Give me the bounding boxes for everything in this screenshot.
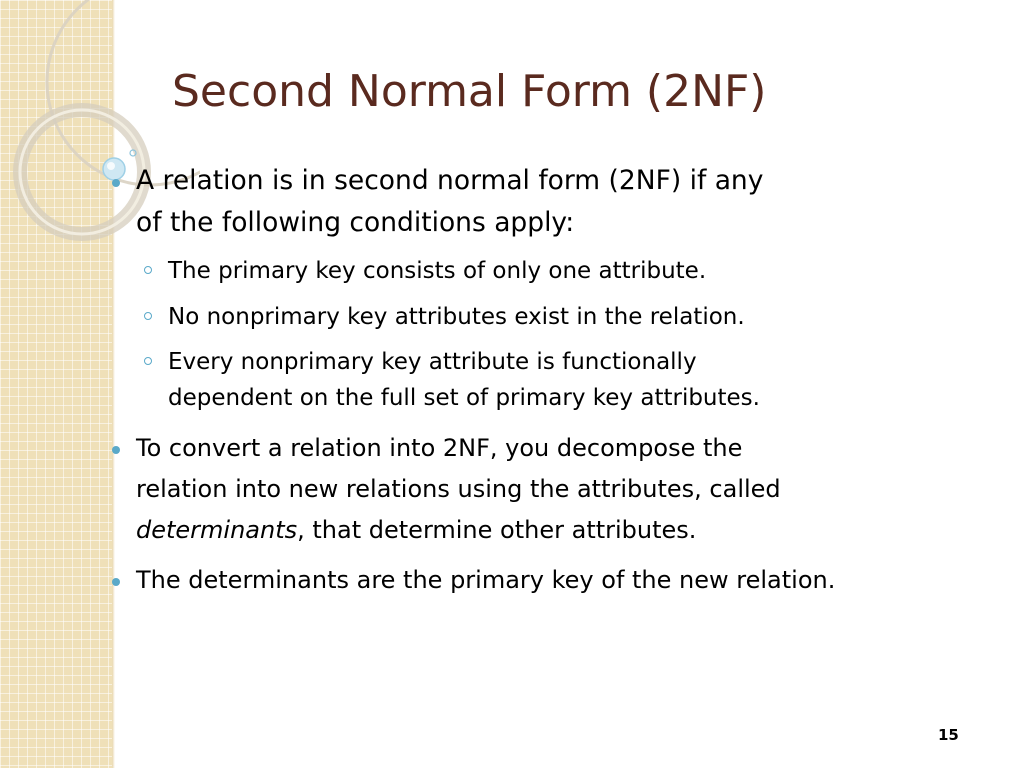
sub-bullet-text-line: dependent on the full set of primary key attributes. xyxy=(168,385,760,411)
bullet-text-line: The determinants are the primary key of the new relation. xyxy=(136,566,836,594)
slide-title: Second Normal Form (2NF) xyxy=(172,66,767,117)
bullet-icon xyxy=(112,578,120,586)
sub-bullet-text: No nonprimary key attributes exist in the relation. xyxy=(168,304,745,330)
sub-bullet-icon xyxy=(144,266,152,274)
emphasized-term: determinants xyxy=(136,516,298,544)
bullet-icon xyxy=(112,179,120,187)
sub-bullet-text: The primary key consists of only one attribute. xyxy=(168,258,707,284)
bullet-text-line: relation into new relations using the attributes, called xyxy=(136,475,781,503)
sub-bullet-text-line: Every nonprimary key attribute is functionally xyxy=(168,349,697,375)
page-number: 15 xyxy=(938,726,959,744)
bullet-text-line: To convert a relation into 2NF, you decompose the xyxy=(136,434,743,462)
sub-bullet-icon xyxy=(144,357,152,365)
bullet-text-line xyxy=(136,510,696,551)
bullet-text-line: of the following conditions apply: xyxy=(136,207,575,238)
bullet-text-line: A relation is in second normal form (2NF) if any xyxy=(136,165,764,196)
bullet-icon xyxy=(112,446,120,454)
sub-bullet-icon xyxy=(144,312,152,320)
bullet-text-rest: , that determine other attributes. xyxy=(297,516,697,544)
